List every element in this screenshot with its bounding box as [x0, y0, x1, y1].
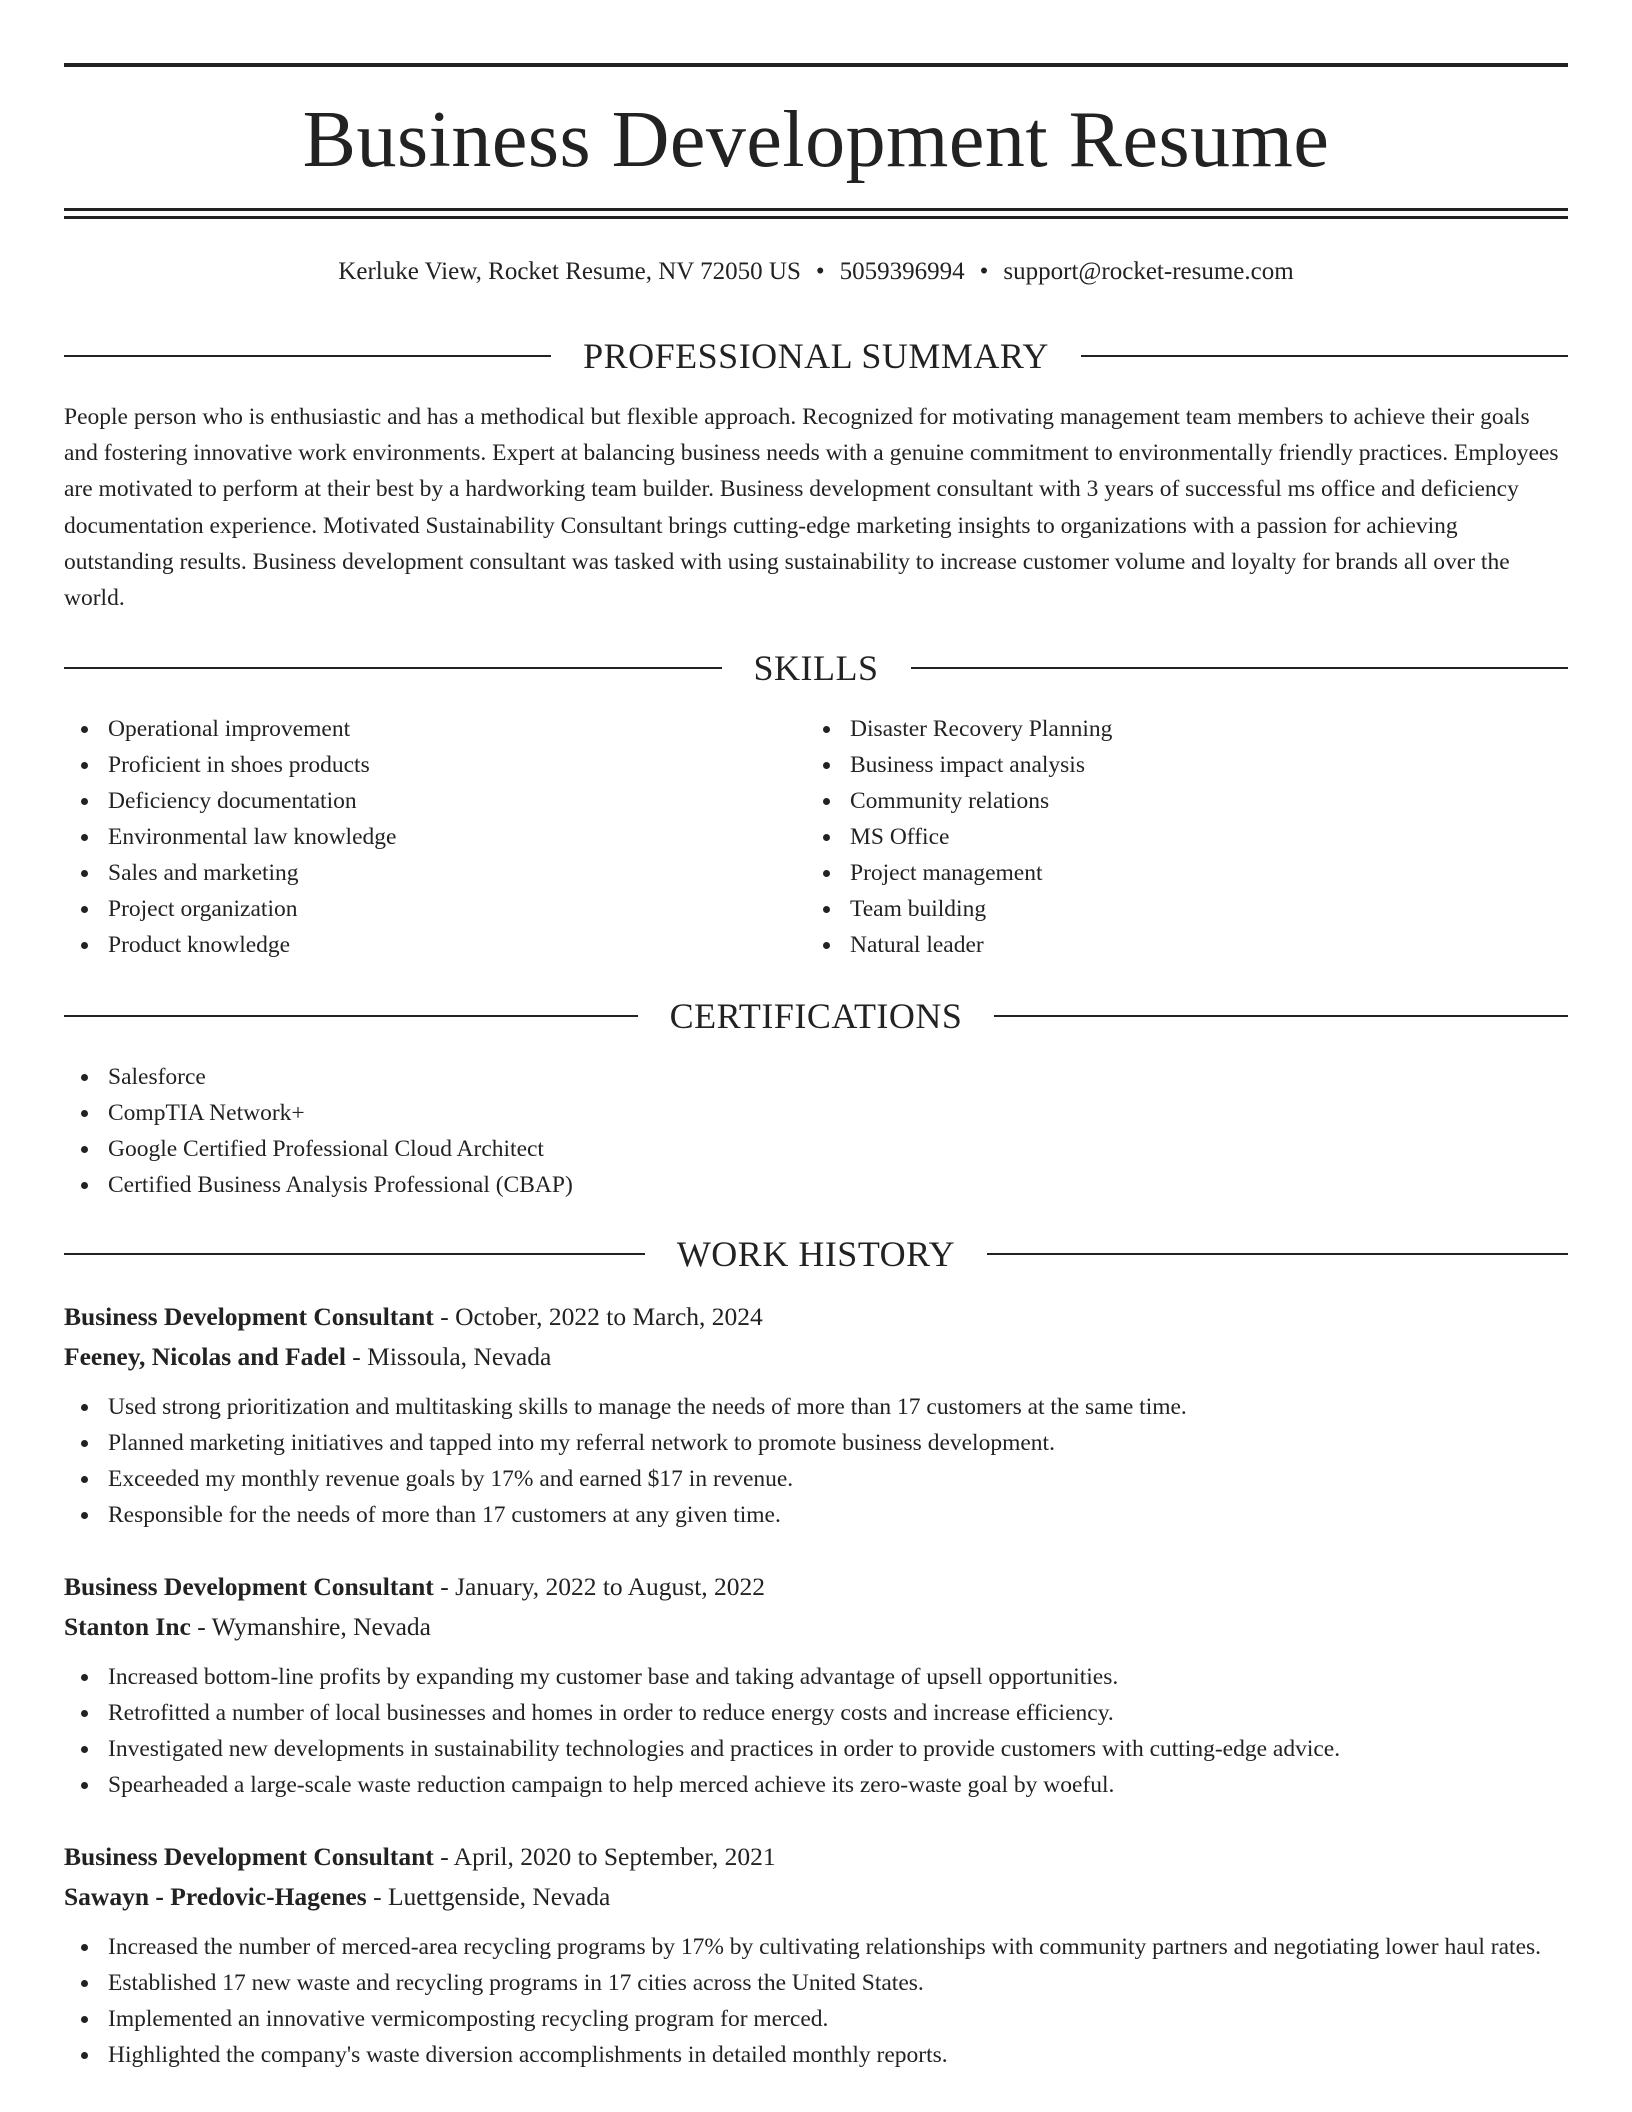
- certifications-heading: CERTIFICATIONS: [669, 996, 963, 1036]
- job-title: Business Development Consultant: [64, 1302, 434, 1331]
- section-rule-left: [64, 1253, 645, 1255]
- section-rule-right: [1081, 355, 1568, 357]
- skills-section-header: [64, 646, 1568, 690]
- contact-address: Kerluke View, Rocket Resume, NV 72050 US: [338, 258, 801, 285]
- header-top-rule: [64, 63, 1568, 67]
- contact-phone: 5059396994: [839, 258, 965, 285]
- resume-title: Business Development Resume: [302, 96, 1330, 184]
- dash: -: [433, 1572, 456, 1601]
- job-title-line: [64, 1567, 1568, 1607]
- section-rule-left: [64, 1015, 638, 1017]
- job-bullet: Planned marketing initiatives and tapped into my referral network to promote business development.: [64, 1425, 1568, 1461]
- job-bullet: Established 17 new waste and recycling programs in 17 cities across the United States.: [64, 1965, 1568, 2001]
- certifications-list: [64, 1059, 1568, 1203]
- skill-item: Project organization: [64, 891, 806, 927]
- contact-line: [64, 254, 1568, 290]
- certification-item: Salesforce: [64, 1059, 1568, 1095]
- contact-separator: •: [979, 258, 989, 285]
- skill-item: Proficient in shoes products: [64, 747, 806, 783]
- job-bullets: [64, 1659, 1568, 1803]
- dash: -: [433, 1842, 454, 1871]
- job-entry: [64, 1837, 1568, 2073]
- certification-item: Google Certified Professional Cloud Architect: [64, 1131, 1568, 1167]
- skill-item: Natural leader: [806, 927, 1548, 963]
- skill-item: Environmental law knowledge: [64, 819, 806, 855]
- job-bullet: Responsible for the needs of more than 17 customers at any given time.: [64, 1497, 1568, 1533]
- skill-item: MS Office: [806, 819, 1548, 855]
- dash: -: [345, 1342, 368, 1371]
- job-bullet: Spearheaded a large-scale waste reduction campaign to help merced achieve its zero-waste goal by woeful.: [64, 1767, 1568, 1803]
- job-bullet: Used strong prioritization and multitasking skills to manage the needs of more than 17 customers at the same time.: [64, 1389, 1568, 1425]
- job-location: Luettgenside, Nevada: [387, 1882, 611, 1911]
- contact-email: support@rocket-resume.com: [1003, 258, 1294, 285]
- certifications-section-header: [64, 994, 1568, 1038]
- dash: -: [366, 1882, 388, 1911]
- job-bullet: Increased the number of merced-area recycling programs by 17% by cultivating relationships with community partners and negotiating lower haul rates.: [64, 1929, 1568, 1965]
- section-rule-left: [64, 355, 551, 357]
- certification-item: CompTIA Network+: [64, 1095, 1568, 1131]
- contact-separator: •: [815, 258, 825, 285]
- job-company-line: [64, 1337, 1568, 1377]
- summary-heading: PROFESSIONAL SUMMARY: [583, 336, 1049, 376]
- job-entry: [64, 1297, 1568, 1533]
- job-bullet: Retrofitted a number of local businesses and homes in order to reduce energy costs and increase efficiency.: [64, 1695, 1568, 1731]
- job-bullets: [64, 1389, 1568, 1533]
- skills-column-right: [806, 711, 1548, 963]
- job-location: Missoula, Nevada: [367, 1342, 552, 1371]
- job-company: Feeney, Nicolas and Fadel: [64, 1342, 346, 1371]
- section-rule-right: [911, 667, 1569, 669]
- work-heading: WORK HISTORY: [676, 1234, 956, 1274]
- job-dates: October, 2022 to March, 2024: [455, 1302, 763, 1331]
- skill-item: Disaster Recovery Planning: [806, 711, 1548, 747]
- header-double-rule-lower: [64, 216, 1568, 219]
- skill-item: Project management: [806, 855, 1548, 891]
- skills-heading: SKILLS: [753, 648, 879, 688]
- dash: -: [190, 1612, 212, 1641]
- skill-item: Team building: [806, 891, 1548, 927]
- work-section-header: [64, 1232, 1568, 1276]
- skill-item: Product knowledge: [64, 927, 806, 963]
- job-title-line: [64, 1837, 1568, 1877]
- job-location: Wymanshire, Nevada: [211, 1612, 431, 1641]
- summary-section-header: [64, 334, 1568, 378]
- job-bullet: Investigated new developments in sustainability technologies and practices in order to provide customers with cutting-edge advice.: [64, 1731, 1568, 1767]
- job-bullet: Highlighted the company's waste diversion accomplishments in detailed monthly reports.: [64, 2037, 1568, 2073]
- job-bullet: Implemented an innovative vermicomposting recycling program for merced.: [64, 2001, 1568, 2037]
- job-dates: April, 2020 to September, 2021: [453, 1842, 776, 1871]
- job-title-line: [64, 1297, 1568, 1337]
- job-bullet: Exceeded my monthly revenue goals by 17% and earned $17 in revenue.: [64, 1461, 1568, 1497]
- skill-item: Deficiency documentation: [64, 783, 806, 819]
- job-entry: [64, 1567, 1568, 1803]
- job-title: Business Development Consultant: [64, 1842, 434, 1871]
- section-rule-left: [64, 667, 722, 669]
- header-double-rule-upper: [64, 208, 1568, 211]
- job-company: Stanton Inc: [64, 1612, 191, 1641]
- section-rule-right: [994, 1015, 1568, 1017]
- job-dates: January, 2022 to August, 2022: [455, 1572, 766, 1601]
- job-company: Sawayn - Predovic-Hagenes: [64, 1882, 367, 1911]
- job-title: Business Development Consultant: [64, 1572, 434, 1601]
- skill-item: Community relations: [806, 783, 1548, 819]
- skills-column-left: [64, 711, 806, 963]
- job-company-line: [64, 1877, 1568, 1917]
- skills-list: [64, 711, 1568, 963]
- section-rule-right: [987, 1253, 1568, 1255]
- skill-item: Sales and marketing: [64, 855, 806, 891]
- skill-item: Operational improvement: [64, 711, 806, 747]
- job-bullets: [64, 1929, 1568, 2073]
- dash: -: [433, 1302, 456, 1331]
- skill-item: Business impact analysis: [806, 747, 1548, 783]
- job-bullet: Increased bottom-line profits by expanding my customer base and taking advantage of upsell opportunities.: [64, 1659, 1568, 1695]
- certification-item: Certified Business Analysis Professional (CBAP): [64, 1167, 1568, 1203]
- summary-paragraph: People person who is enthusiastic and has a methodical but flexible approach. Recognized for motivating management team members to achieve their goals and fostering innovative work environments. Expert at balancing business needs with a genuine commitment to environmentally friendly practices. Employees are motivated to perform at their best by a hardworking team builder. Business development consultant with 3 years of successful ms office and deficiency documentation experience. Motivated Sustainability Consultant brings cutting-edge marketing insights to organizations with a passion for achieving outstanding results. Business development consultant was tasked with using sustainability to increase customer volume and loyalty for brands all over the world.: [64, 404, 1559, 612]
- job-company-line: [64, 1607, 1568, 1647]
